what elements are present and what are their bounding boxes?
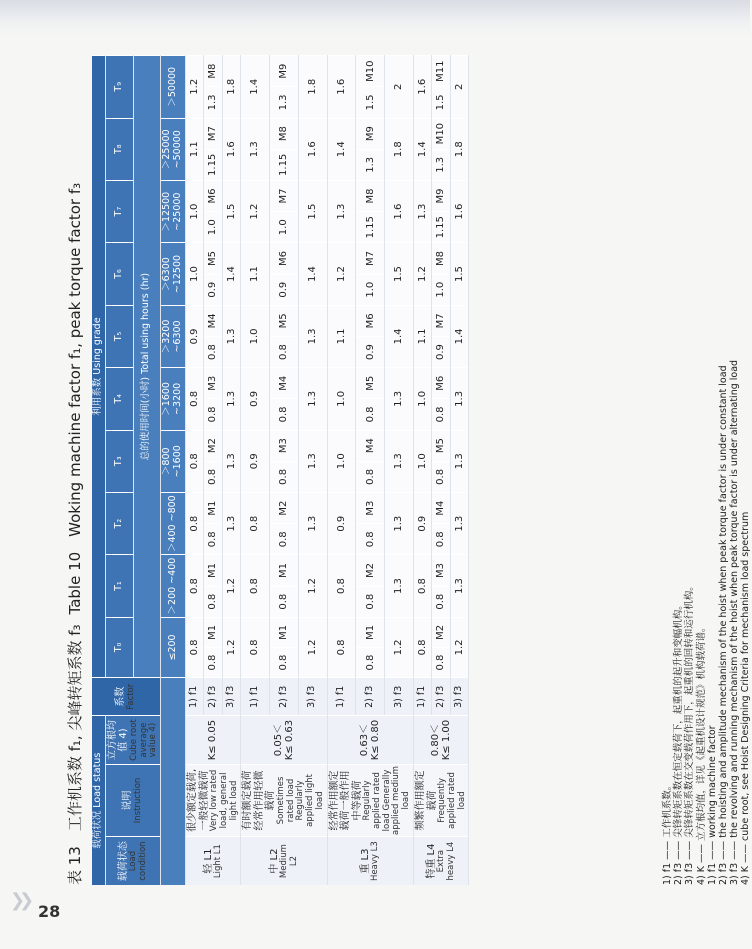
value-cell: 1.3	[385, 368, 414, 430]
header-spacer	[161, 678, 186, 885]
value-cell: 0.8	[356, 524, 385, 555]
mechanism-class-cell: M8	[356, 180, 385, 211]
value-cell: 0.8	[432, 461, 450, 492]
value-cell: 1.1	[186, 118, 204, 180]
value-cell: 1.6	[385, 180, 414, 242]
value-cell: 1.3	[204, 87, 222, 118]
value-cell: 1.3	[450, 430, 468, 492]
value-cell: 0.8	[356, 586, 385, 617]
value-cell: 1.3	[385, 430, 414, 492]
cube-root-cell: 0.80＜ K≤ 1.00	[414, 716, 469, 764]
table-row	[241, 56, 270, 886]
value-cell: 1.5	[432, 87, 450, 118]
value-cell: 0.8	[270, 524, 299, 555]
value-cell: 0.9	[186, 305, 204, 367]
table-row	[327, 56, 356, 886]
value-cell: 1.1	[241, 243, 270, 305]
factor-cell: 1) f1	[241, 678, 270, 716]
header-grade: T₉	[105, 56, 133, 119]
value-cell: 0.8	[270, 399, 299, 430]
value-cell: 1.3	[298, 305, 327, 367]
header-hours: ＞3200 ~6300	[161, 305, 186, 367]
value-cell: 1.4	[298, 243, 327, 305]
factor-cell: 3) f3	[385, 678, 414, 716]
value-cell: 0.8	[327, 555, 356, 617]
value-cell: 0.8	[186, 492, 204, 554]
rotated-table-block	[60, 55, 752, 885]
mechanism-class-cell: M6	[356, 305, 385, 336]
table-body	[186, 56, 469, 886]
value-cell: 1.3	[450, 555, 468, 617]
value-cell: 1.0	[186, 243, 204, 305]
load-condition-cell: 重 L3 Heavy L3	[327, 837, 413, 885]
value-cell: 1.2	[414, 243, 432, 305]
header-load-condition: 载荷状态 Load condition	[105, 837, 160, 885]
value-cell: 1.6	[222, 118, 240, 180]
value-cell: 0.9	[241, 430, 270, 492]
value-cell: 1.6	[298, 118, 327, 180]
factor-cell: 3) f3	[298, 678, 327, 716]
value-cell: 1.15	[432, 212, 450, 243]
value-cell: 1.2	[298, 555, 327, 617]
value-cell: 0.9	[204, 274, 222, 305]
value-cell: 1.8	[222, 56, 240, 119]
instruction-cell: 经常作用额定载荷一般作用中等载荷 Regularly applied rated load Generally applied medium load	[327, 764, 413, 836]
value-cell: 1.4	[222, 243, 240, 305]
value-cell: 0.8	[241, 492, 270, 554]
footnote-line: 2) f3 —— the hoisting and amplitude mechanism of the hoist when peak torque factor is under constant load	[718, 365, 730, 885]
mechanism-class-cell: M6	[270, 243, 299, 274]
header-hours: ＞400 ~800	[161, 492, 186, 554]
value-cell: 0.8	[356, 399, 385, 430]
value-cell: 1.0	[414, 368, 432, 430]
mechanism-class-cell: M3	[432, 555, 450, 586]
value-cell: 1.3	[432, 149, 450, 180]
value-cell: 1.3	[222, 305, 240, 367]
mechanism-class-cell: M6	[204, 180, 222, 211]
value-cell: 1.6	[414, 56, 432, 119]
factor-cell: 1) f1	[327, 678, 356, 716]
value-cell: 0.9	[414, 492, 432, 554]
table-title-cn: 表 13 工作机系数 f₁, 尖峰转矩系数 f₃	[66, 624, 84, 885]
value-cell: 1.3	[222, 492, 240, 554]
value-cell: 0.8	[414, 617, 432, 677]
instruction-cell: 很少额定载荷, 一般轻微载荷 Very low rated load, general light load	[186, 764, 241, 836]
value-cell: 1.5	[222, 180, 240, 242]
header-grade: T₅	[105, 305, 133, 367]
header-grade: T₀	[105, 617, 133, 677]
value-cell: 0.8	[204, 461, 222, 492]
value-cell: 0.9	[432, 336, 450, 367]
cube-root-cell: K≤ 0.05	[186, 716, 241, 764]
header-hours: ＞6300 ~12500	[161, 243, 186, 305]
value-cell: 1.8	[385, 118, 414, 180]
header-hours: ＞800 ~1600	[161, 430, 186, 492]
value-cell: 1.3	[222, 368, 240, 430]
value-cell: 1.0	[186, 180, 204, 242]
value-cell: 0.8	[270, 586, 299, 617]
mechanism-class-cell: M3	[204, 368, 222, 399]
cube-root-cell: 0.05＜ K≤ 0.63	[241, 716, 327, 764]
value-cell: 1.3	[222, 430, 240, 492]
header-total-hours: 总的使用时间(小时) Total using hours (hr)	[133, 56, 161, 678]
mechanism-class-cell: M8	[432, 243, 450, 274]
factor-cell: 2) f3	[204, 678, 222, 716]
factor-cell: 1) f1	[186, 678, 204, 716]
header-grade: T₃	[105, 430, 133, 492]
table-title-en: Table 10 Woking machine factor f₁, peak torque factor f₃	[66, 182, 84, 615]
factor-table	[92, 55, 469, 885]
header-hours: ＞12500 ~25000	[161, 180, 186, 242]
value-cell: 1.2	[450, 617, 468, 677]
mechanism-class-cell: M6	[432, 368, 450, 399]
value-cell: 1.3	[450, 492, 468, 554]
mechanism-class-cell: M3	[356, 492, 385, 523]
value-cell: 1.1	[327, 305, 356, 367]
value-cell: 2	[450, 56, 468, 119]
value-cell: 0.8	[204, 647, 222, 677]
mechanism-class-cell: M1	[204, 492, 222, 523]
mechanism-class-cell: M8	[204, 56, 222, 87]
mechanism-class-cell: M11	[432, 56, 450, 87]
value-cell: 1.5	[356, 87, 385, 118]
header-grade: T₂	[105, 492, 133, 554]
mechanism-class-cell: M1	[356, 617, 385, 647]
factor-cell: 3) f3	[222, 678, 240, 716]
value-cell: 1.0	[204, 212, 222, 243]
value-cell: 0.8	[270, 647, 299, 677]
header-grade: T₇	[105, 180, 133, 242]
header-grade: T₄	[105, 368, 133, 430]
load-condition-cell: 中 L2 Medium L2	[241, 837, 327, 885]
mechanism-class-cell: M9	[356, 118, 385, 149]
value-cell: 1.2	[385, 617, 414, 677]
footnote-line: 4) K —— 立方根均值，详见《起重机设计规范》机构载荷谱。	[695, 622, 707, 885]
value-cell: 1.2	[241, 180, 270, 242]
mechanism-class-cell: M2	[270, 492, 299, 523]
value-cell: 1.3	[385, 555, 414, 617]
table-row	[414, 56, 432, 886]
value-cell: 1.3	[385, 492, 414, 554]
mechanism-class-cell: M7	[356, 243, 385, 274]
mechanism-class-cell: M2	[204, 430, 222, 461]
value-cell: 0.9	[327, 492, 356, 554]
header-grade: T₁	[105, 555, 133, 617]
value-cell: 0.8	[432, 524, 450, 555]
value-cell: 1.15	[356, 212, 385, 243]
value-cell: 2	[385, 56, 414, 119]
value-cell: 0.8	[432, 399, 450, 430]
header-instruction: 说明 Instruction	[105, 764, 160, 836]
header-grade: T₆	[105, 243, 133, 305]
value-cell: 1.3	[414, 180, 432, 242]
mechanism-class-cell: M2	[432, 617, 450, 647]
value-cell: 0.8	[241, 617, 270, 677]
value-cell: 0.8	[204, 586, 222, 617]
footnotes	[662, 55, 752, 885]
value-cell: 1.4	[241, 56, 270, 119]
header-factor: 系数 Factor	[92, 678, 161, 716]
value-cell: 1.8	[450, 118, 468, 180]
mechanism-class-cell: M1	[270, 617, 299, 647]
value-cell: 0.8	[356, 647, 385, 677]
value-cell: 0.8	[186, 368, 204, 430]
value-cell: 1.3	[298, 368, 327, 430]
mechanism-class-cell: M1	[270, 555, 299, 586]
factor-cell: 1) f1	[414, 678, 432, 716]
value-cell: 1.8	[298, 56, 327, 119]
mechanism-class-cell: M7	[432, 305, 450, 336]
value-cell: 0.8	[186, 555, 204, 617]
value-cell: 1.2	[222, 617, 240, 677]
table-title	[60, 183, 90, 885]
header-hours: ≤200	[161, 617, 186, 677]
mechanism-class-cell: M5	[270, 305, 299, 336]
mechanism-class-cell: M9	[432, 180, 450, 211]
value-cell: 1.3	[241, 118, 270, 180]
header-hours: ＞200 ~400	[161, 555, 186, 617]
mechanism-class-cell: M7	[204, 118, 222, 149]
value-cell: 0.8	[327, 617, 356, 677]
mechanism-class-cell: M5	[432, 430, 450, 461]
mechanism-class-cell: M1	[204, 555, 222, 586]
value-cell: 1.4	[327, 118, 356, 180]
value-cell: 1.3	[298, 492, 327, 554]
mechanism-class-cell: M3	[270, 430, 299, 461]
mechanism-class-cell: M4	[270, 368, 299, 399]
value-cell: 0.8	[270, 336, 299, 367]
value-cell: 0.8	[356, 461, 385, 492]
footnote-line: 1) f1 —— 工作机系数。	[662, 780, 673, 885]
header-cube-root: 立方根均值 4) Cube root average value 4)	[105, 716, 160, 764]
mechanism-class-cell: M4	[432, 492, 450, 523]
value-cell: 1.5	[450, 243, 468, 305]
value-cell: 1.15	[204, 149, 222, 180]
value-cell: 1.4	[385, 305, 414, 367]
value-cell: 0.8	[432, 586, 450, 617]
factor-cell: 3) f3	[450, 678, 468, 716]
value-cell: 0.9	[356, 336, 385, 367]
value-cell: 1.3	[450, 368, 468, 430]
footnote-line: 4) K —— cube root, see Hoist Designing Criteria for mechanism load spectrum	[740, 511, 752, 885]
header-using-grade: 利用系数 Using grade	[92, 56, 105, 678]
value-cell: 1.6	[327, 56, 356, 119]
value-cell: 0.8	[204, 399, 222, 430]
value-cell: 1.4	[414, 118, 432, 180]
value-cell: 1.3	[356, 149, 385, 180]
value-cell: 1.0	[327, 430, 356, 492]
load-condition-cell: 轻 L1 Light L1	[186, 837, 241, 885]
value-cell: 1.2	[222, 555, 240, 617]
value-cell: 1.0	[270, 212, 299, 243]
value-cell: 1.6	[450, 180, 468, 242]
mechanism-class-cell: M7	[270, 180, 299, 211]
value-cell: 0.8	[414, 555, 432, 617]
header-grade: T₈	[105, 118, 133, 180]
mechanism-class-cell: M5	[356, 368, 385, 399]
value-cell: 0.8	[186, 617, 204, 677]
value-cell: 1.2	[327, 243, 356, 305]
value-cell: 0.8	[204, 524, 222, 555]
footnote-line: 3) f3 —— 尖锋转矩系数在交变载荷作用下，起重机的回转和运行机构。	[684, 581, 696, 885]
value-cell: 0.9	[241, 368, 270, 430]
value-cell: 1.0	[414, 430, 432, 492]
value-cell: 1.5	[385, 243, 414, 305]
page-header-band	[0, 0, 750, 36]
value-cell: 1.3	[327, 180, 356, 242]
header-load-status: 载荷状况 Load status	[92, 716, 105, 885]
table-row	[186, 56, 204, 886]
value-cell: 1.2	[186, 56, 204, 119]
value-cell: 1.3	[270, 87, 299, 118]
mechanism-class-cell: M2	[356, 555, 385, 586]
footnote-line: 1) f1 —— working machine factor	[706, 725, 718, 885]
value-cell: 0.8	[204, 336, 222, 367]
mechanism-class-cell: M4	[356, 430, 385, 461]
value-cell: 0.8	[270, 461, 299, 492]
footnote-line: 2) f3 —— 尖锋转矩系数在恒定载荷下，起重机的起升和变幅机构。	[673, 600, 685, 885]
header-hours: ＞25000 ~50000	[161, 118, 186, 180]
chevron-decoration-icon: ❯❯	[10, 890, 29, 911]
mechanism-class-cell: M1	[204, 617, 222, 647]
value-cell: 1.4	[450, 305, 468, 367]
load-condition-cell: 特重 L4 Extra heavy L4	[414, 837, 469, 885]
value-cell: 1.15	[270, 149, 299, 180]
value-cell: 1.0	[356, 274, 385, 305]
instruction-cell: 有时额定载荷经常作用轻微载荷 Sometimes rated load Regularly applied light load	[241, 764, 327, 836]
value-cell: 1.5	[298, 180, 327, 242]
value-cell: 0.8	[432, 647, 450, 677]
mechanism-class-cell: M4	[204, 305, 222, 336]
mechanism-class-cell: M5	[204, 243, 222, 274]
value-cell: 1.3	[298, 430, 327, 492]
footnote-line: 3) f3 —— the revolving and running mechanism of the hoist when peak torque factor is under alternating load	[729, 359, 741, 885]
header-hours: ＞50000	[161, 56, 186, 119]
mechanism-class-cell: M10	[432, 118, 450, 149]
value-cell: 1.0	[432, 274, 450, 305]
mechanism-class-cell: M10	[356, 56, 385, 87]
cube-root-cell: 0.63＜ K≤ 0.80	[327, 716, 413, 764]
header-hours: ＞1600 ~3200	[161, 368, 186, 430]
factor-cell: 2) f3	[270, 678, 299, 716]
value-cell: 0.8	[186, 430, 204, 492]
value-cell: 0.8	[241, 555, 270, 617]
value-cell: 0.9	[270, 274, 299, 305]
value-cell: 1.0	[241, 305, 270, 367]
mechanism-class-cell: M8	[270, 118, 299, 149]
page-number: 28	[38, 902, 61, 921]
value-cell: 1.1	[414, 305, 432, 367]
value-cell: 1.0	[327, 368, 356, 430]
instruction-cell: 频繁作用额定载荷 Frequently applied rated load	[414, 764, 469, 836]
factor-cell: 2) f3	[356, 678, 385, 716]
value-cell: 1.2	[298, 617, 327, 677]
mechanism-class-cell: M9	[270, 56, 299, 87]
factor-cell: 2) f3	[432, 678, 450, 716]
